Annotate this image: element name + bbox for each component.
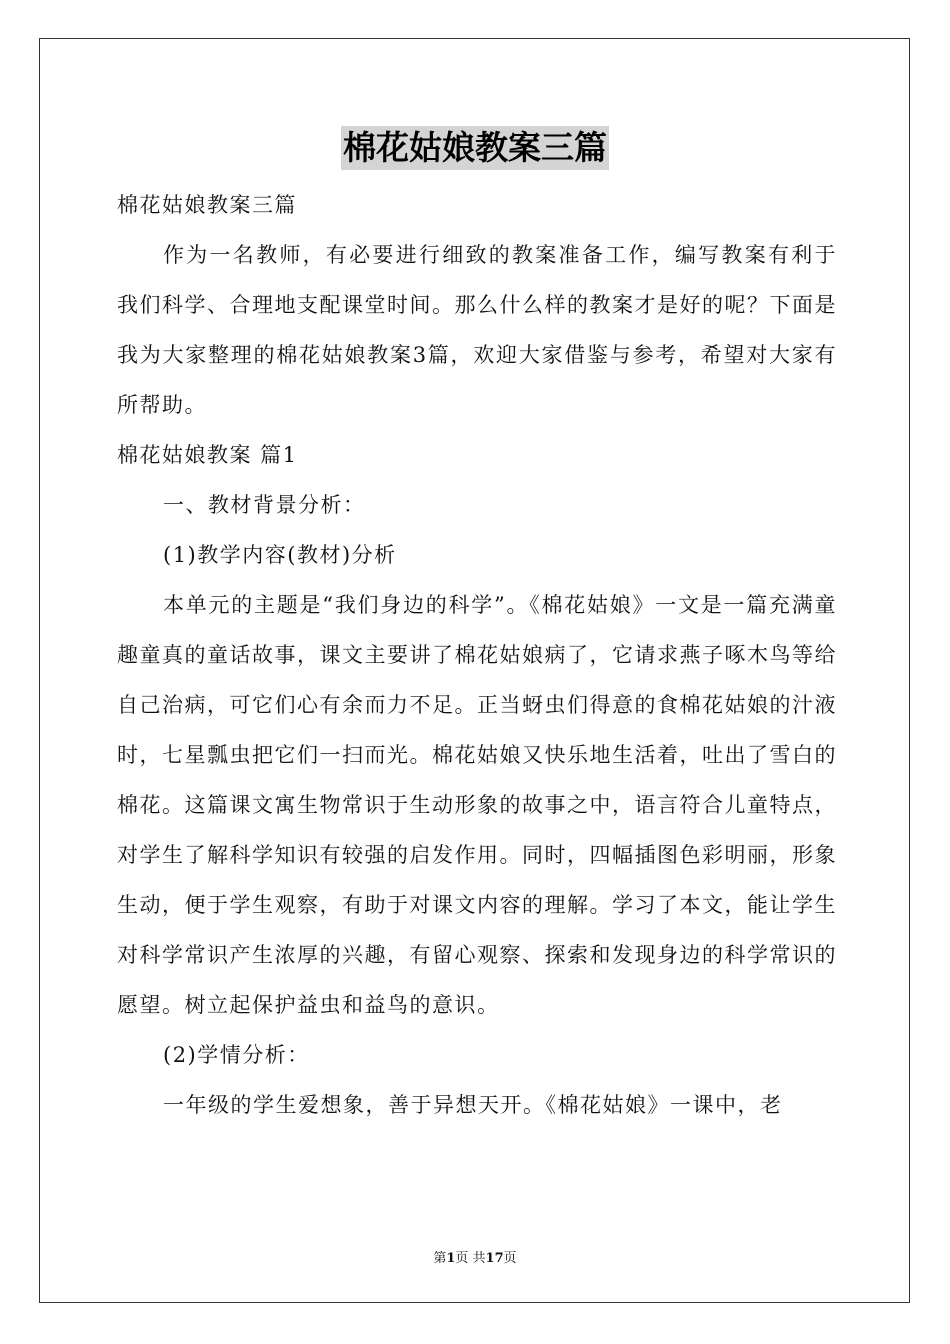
body-paragraph: 棉花姑娘教案 篇1 (117, 443, 298, 467)
body-paragraph: (2)学情分析： (163, 1043, 310, 1067)
footer-total-pages: 17 (485, 1251, 504, 1266)
body-paragraph: 一年级的学生爱想象，善于异想天开。《棉花姑娘》一课中，老 (163, 1093, 783, 1117)
title-container (0, 126, 950, 170)
body-paragraph: 本单元的主题是“我们身边的科学”。《棉花姑娘》一文是一篇充满童趣童真的童话故事，课文主要讲了棉花姑娘病了，它请求燕子啄木鸟等给自己治病，可它们心有余而力不足。正当蚜虫们得意的食棉花姑娘的汁液时，七星瓢虫把它们一扫而光。棉花姑娘又快乐地生活着，吐出了雪白的棉花。这篇课文寓生物常识于生动形象的故事之中，语言符合儿童特点，对学生了解科学知识有较强的启发作用。同时，四幅插图色彩明丽，形象生动，便于学生观察，有助于对课文内容的理解。学习了本文，能让学生对科学常识产生浓厚的兴趣，有留心观察、探索和发现身边的科学常识的愿望。树立起保护益虫和益鸟的意识。 (117, 593, 837, 1017)
footer-suffix: 页 (503, 1251, 517, 1266)
footer-prefix: 第 (433, 1251, 447, 1266)
body-paragraph: 一、教材背景分析： (163, 493, 366, 517)
page-footer (0, 1247, 950, 1266)
body-paragraph: (1)教学内容(教材)分析 (163, 543, 397, 567)
body-paragraph: 棉花姑娘教案三篇 (117, 193, 297, 217)
body-paragraph: 作为一名教师，有必要进行细致的教案准备工作，编写教案有利于我们科学、合理地支配课堂时间。那么什么样的教案才是好的呢？下面是我为大家整理的棉花姑娘教案3篇，欢迎大家借鉴与参考，希望对大家有所帮助。 (117, 243, 837, 417)
document-title: 棉花姑娘教案三篇 (341, 126, 609, 170)
document-body (117, 180, 837, 1130)
footer-mid: 页 共 (455, 1251, 486, 1266)
footer-current-page: 1 (446, 1251, 456, 1266)
